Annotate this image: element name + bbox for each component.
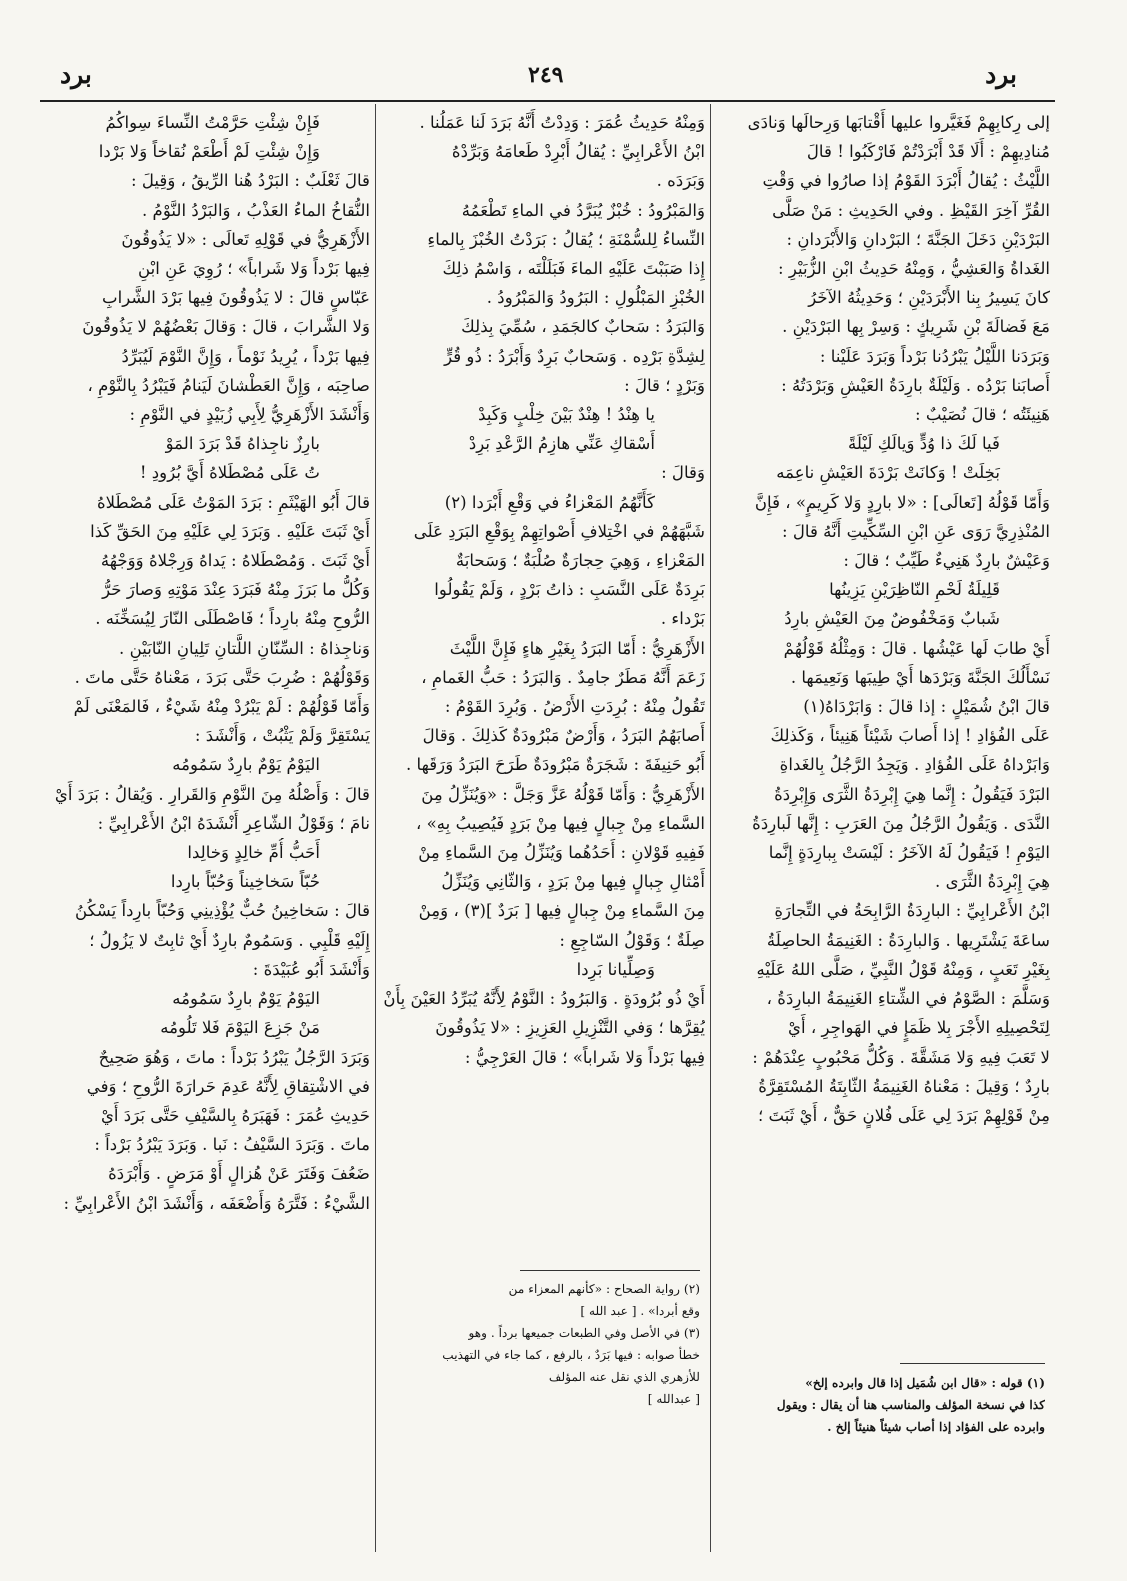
text-line: لا تَعَبَ فِيهِ وَلا مَشَقَّةَ . وَكُلُّ مَحْبُوبٍ عِنْدَهُمْ : — [752, 1047, 1050, 1067]
text-line: وَبَرْدٍ ؛ قالَ : — [624, 375, 705, 395]
text-line: عَبّاسٍ قالَ : لا يَذُوقُونَ فِيها بَرْدَ الشَّرابِ — [102, 288, 370, 308]
text-line: ابْنُ الأَعْرابِيِّ : البارِدَةُ الرَّابِحَةُ في التِّجارَةِ — [774, 901, 1050, 921]
text-line: أَيْ طابَ لَها عَيْشُها . قالَ : وَمِثْلُهُ قَوْلُهُمْ — [783, 638, 1050, 658]
text-line: وَأَنْشَدَ أَبُو عُبَيْدَةَ : — [252, 959, 370, 979]
text-line: ماتَ . وَبَرَدَ السَّيْفُ : نَبا . وَبَرَدَ يَبْرُدُ بَرْداً : — [94, 1135, 370, 1155]
text-line: كانَ يَسِيرُ بِنا الأَبْرَدَيْنِ ؛ وَحَدِيثُهُ الآخَرُ — [808, 288, 1050, 308]
text-line: الخُبْزِ المَبْلُولِ : البَرُودُ وَالمَبْرُودُ . — [486, 288, 705, 308]
text-column-middle — [380, 108, 705, 1188]
text-line: حُبّاً سَخاخِيناً وَحُبّاً بارِدا — [170, 872, 320, 892]
text-line: كَأَنَّهُمُ المَعْزاءُ في وَقْعِ أَبْرَدا (٢) — [444, 492, 655, 512]
text-line: خطأ صوابه : فيها بَرَدٌ ، بالرفع ، كما جاء في التهذيب — [442, 1348, 700, 1362]
page-number: ٢٤٩ — [528, 62, 564, 88]
text-line: بارِدٌ ؛ وَقِيلَ : مَعْناهُ الغَنِيمَةُ الثّابِتَةُ المُسْتَقِرَّةُ — [758, 1076, 1050, 1096]
footnote-rule-middle — [520, 1270, 700, 1271]
text-line: مَنْ جَزِعَ اليَوْمَ فَلا تَلُومُه — [160, 1018, 320, 1038]
text-line: قالَ : سَخاخِينُ حُبٌّ يُؤْذِينِي وَحُبّاً بارِداً يَسْكُنُ — [75, 901, 370, 921]
text-line: قالَ : وَأَصْلُهُ مِنَ النَّوْمِ وَالقَرارِ . وَيُقالُ : بَرَدَ أَيْ — [54, 784, 370, 804]
column-divider-right — [710, 104, 711, 1552]
text-line: وَبَرَدَ الرَّجُلُ يَبْرُدُ بَرْداً : ماتَ ، وَهُوَ صَحِيحٌ — [98, 1047, 370, 1067]
text-line: وَأَمّا قَوْلُهُ [تَعالَى] : «لا بارِدٍ وَلا كَرِيمٍ» ، فَإِنَّ — [754, 492, 1050, 512]
text-line: الأَزْهَرِيُّ : وَأَمّا قَوْلُهُ عَزَّ وَجَلَّ : «وَيُنَزِّلُ مِنَ — [421, 784, 705, 804]
text-line: الأَزْهَرِيُّ في قَوْلِهِ تَعالَى : «لا يَذُوقُونَ — [121, 229, 370, 249]
text-line: أَسْقاكِ عَنِّي هازِمُ الرَّعْدِ بَرِدْ — [468, 434, 655, 454]
footnotes-middle — [380, 1278, 700, 1410]
text-line: وَأَمّا قَوْلُهُمْ : لَمْ يَبْرُدْ مِنْهُ شَيْءٌ ، فَالمَعْنَى لَمْ — [73, 697, 370, 717]
text-line: قَلِيلَةُ لَحْمِ النّاظِرَيْنِ يَزِينُها — [829, 580, 1000, 600]
text-line: قالَ أَبُو الهَيْثَمِ : بَرَدَ المَوْتُ عَلَى مُصْطَلاهُ — [96, 492, 370, 512]
text-line: النِّساءُ لِلسُّمْنَةِ ؛ يُقالُ : بَرَدْتُ الخُبْزَ بِالماءِ — [427, 229, 705, 249]
text-line: للأزهري الذي نقل عنه المؤلف — [548, 1370, 700, 1384]
text-line: بَخِلَتْ ! وَكانَتْ بَرْدَةَ العَيْشِ ناعِمَه — [776, 463, 1000, 483]
text-line: [ عبدالله ] — [647, 1392, 700, 1406]
text-line: حَدِيثِ عُمَرَ : فَهَبَرَهُ بِالسَّيْفِ حَتَّى بَرَدَ أَيْ — [100, 1105, 370, 1125]
text-line: ابْنُ الأَعْرابِيِّ : يُقالُ أَبْرِدْ طَعامَهُ وَبَرِّدْهُ — [451, 142, 705, 162]
text-line: وَقالَ : — [661, 463, 705, 483]
text-line: زَعَمَ أَنَّهُ مَطَرٌ جامِدٌ . وَالبَرَدُ : حَبُّ الغَمامِ ، — [421, 667, 705, 687]
text-line: أَحَبُّ أُمِّ خالِدٍ وَخالِدا — [187, 843, 320, 863]
text-line: أَيْ ثَبَتَ عَلَيْهِ . وَبَرَدَ لِي عَلَيْهِ مِنَ الحَقِّ كَذا — [90, 521, 370, 541]
text-line: كذا في نسخة المؤلف والمناسب هنا أن يقال : ويقول — [776, 1398, 1045, 1412]
text-line: وَصِلِّيانا بَرِدا — [576, 959, 655, 979]
text-line: لِتَحْصِيلِهِ الأَجْرَ بِلا ظَمَإٍ في الهَواجِرِ ، أَيْ — [788, 1018, 1050, 1038]
text-line: وَالمَبْرُودُ : خُبْزٌ يُبَرَّدُ في الماءِ تَطْعَمُهُ — [461, 200, 705, 220]
text-line: إِذا صَبَبْتَ عَلَيْهِ الماءَ فَبَلَلْتَه ، وَاسْمُ ذلِكَ — [442, 259, 705, 279]
text-line: يا هِنْدُ ! هِنْدٌ بَيْنَ خِلْبٍ وَكَبِدْ — [478, 405, 655, 425]
text-line: (١) قوله : «قال ابن شُمَيل إذا قال وابرده إلخ» — [805, 1376, 1045, 1390]
text-line: فَيا لَكَ ذا وُدٍّ وَيالَكِ لَيْلَةً — [848, 434, 1000, 454]
text-line: وقع أبردا» . [ عبد الله ] — [580, 1304, 700, 1318]
text-line: أَبُو حَنِيفَةَ : شَجَرَةٌ مَبْرُودَةٌ طَرَحَ البَرَدُ وَرَقَها . — [406, 755, 705, 775]
text-line: اللَّيْثُ : يُقالُ أَبْرَدَ القَوْمُ إذا صارُوا في وَقْتِ — [762, 171, 1050, 191]
text-line: إِلَيْهِ قَلْبِي . وَسَمُومٌ بارِدٌ أَيْ ثابِتٌ لا يَزُولُ ؛ — [89, 930, 370, 950]
text-line: فَفِيهِ قَوْلانِ : أَحَدُهُما وَيُنَزِّلُ مِنَ السَّماءِ مِنْ — [418, 843, 705, 863]
header-entry-word-right: برد — [985, 60, 1017, 89]
text-line: هَنِيئَتُه ؛ قالَ نُصَيْبٌ : — [915, 405, 1050, 425]
text-line: وَابَرْداهُ عَلَى الفُؤادِ . وَيَجِدُ الرَّجُلُ بِالغَداةِ — [779, 755, 1050, 775]
text-line: هِيَ إِبْرِدَةُ الثَّرَى . — [935, 872, 1050, 892]
text-line: فِيها بَرْداً ، يُرِيدُ نَوْماً ، وَإِنَّ النَّوْمَ لَيُبَرِّدُ — [121, 346, 370, 366]
text-line: يَسْتَقِرَّ وَلَمْ يَثْبُتْ ، وَأَنْشَدَ : — [194, 726, 370, 746]
text-line: بِغَيْرِ تَعَبٍ ، وَمِنْهُ قَوْلُ النَّبِيِّ ، صَلَّى اللهُ عَلَيْهِ — [756, 959, 1050, 979]
text-line: نَسْأَلُكَ الجَنَّةَ وَبَرْدَها أَيْ طِيبَها وَنَعِيمَها . — [790, 667, 1050, 687]
text-column-right — [715, 108, 1050, 1373]
text-line: إلى رِكابِهِمْ فَغَيَّروا عليها أَقْتابَها وَرِحالَها وَنادَى — [747, 113, 1050, 132]
text-line: القُرِّ آخِرَ القَيْظِ . وفي الحَدِيثِ : مَنْ صَلَّى — [772, 200, 1050, 220]
text-line: تَقُولُ مِنْهُ : بُرِدَتِ الأَرْضُ . وَبُرِدَ القَوْمُ : — [444, 697, 705, 717]
column-divider-left — [375, 104, 376, 1552]
text-line: اليَوْمِ ! فَيَقُولُ لَهُ الآخَرُ : لَيْسَتْ بِبارِدَةٍ إِنَّما — [768, 843, 1050, 863]
text-column-left — [48, 108, 370, 1553]
text-line: نامَ ؛ وَقَوْلُ الشّاعِرِ أَنْشَدَهُ ابْنُ الأَعْرابِيِّ : — [97, 813, 370, 833]
text-line: ضَعُفَ وَفَتَرَ عَنْ هُزالٍ أَوْ مَرَضٍ . وَأَبْرَدَهُ — [108, 1164, 370, 1184]
text-line: صاحِبَه ، وَإِنَّ العَطْشانَ لَيَنامُ فَيَبْرُدُ بِالنَّوْمِ ، — [87, 375, 370, 395]
text-line: مِنَ السَّماءِ مِنْ جِبالٍ فِيها [ بَرَدٌ ](٣) ، وَمِنْ — [418, 901, 705, 921]
text-line: المَعْزاءِ ، وَهِيَ حِجارَةٌ صُلْبَةٌ ؛ وَسَحابَةٌ — [455, 551, 705, 571]
text-line: قالَ ثَعْلَبٌ : البَرْدُ هُنا الرِّيقُ ، وَقِيلَ : — [130, 171, 370, 191]
text-line: في الاشْتِقاقِ لِأَنَّهُ عَدِمَ حَرارَةَ الرُّوحِ ؛ وَفي — [86, 1076, 370, 1096]
text-line: لِشِدَّةِ بَرْدِه . وَسَحابٌ بَرِدٌ وَأَبْرَدُ : ذُو قُرٍّ — [444, 346, 705, 366]
text-line: السَّماءِ مِنْ جِبالٍ فِيها مِنْ بَرَدٍ فَيُصِيبُ بِهِ» ، — [416, 813, 705, 833]
text-line: مَعَ فَضالَةَ بْنِ شَرِيكٍ : وَسِرْ بِها البَرْدَيْنِ . — [782, 317, 1050, 337]
text-line: وَأَنْشَدَ الأَزْهَرِيُّ لِأَبِي زُبَيْدٍ في النَّوْمِ : — [129, 405, 370, 425]
text-line: النَّدَى . وَيَقُولُ الرَّجُلُ مِنَ العَرَبِ : إِنَّها لَبارِدَةُ — [752, 813, 1050, 833]
text-line: وَبَرَدَه . — [656, 171, 705, 191]
text-line: فِيها بَرْداً وَلا شَراباً» ؛ رُوِيَ عَنِ ابْنِ — [138, 259, 370, 279]
text-line: فَإِنْ شِئْتِ حَرَّمْتُ النِّساءَ سِواكُمُ — [105, 113, 320, 132]
text-line: أَمْثالِ جِبالٍ فِيها مِنْ بَرَدٍ ، وَالثّانِي وَيُنَزِّلُ — [441, 872, 705, 892]
text-line: وَناجِذاهُ : السِّنّانِ اللَّتانِ تَلِيانِ النّابَيْنِ . — [119, 638, 370, 658]
text-line: اليَوْمُ يَوْمٌ بارِدٌ سَمُومُه — [172, 755, 320, 775]
text-line: وَكُلُّ ما بَرَزَ مِنْهُ فَبَرَدَ عِنْدَ مَوْتِهِ وَصارَ حَرُّ — [102, 580, 370, 600]
footnote-rule-right — [900, 1363, 1045, 1364]
text-line: (٣) في الأصل وفي الطبعات جميعها برداً . وهو — [468, 1326, 700, 1340]
text-line: اليَوْمُ يَوْمٌ بارِدٌ سَمُومُه — [172, 989, 320, 1009]
text-line: الأَزْهَرِيُّ : أَمّا البَرَدُ بِغَيْرِ هاءٍ فَإِنَّ اللَّيْثَ — [449, 638, 705, 658]
text-line: البَرْدَيْنِ دَخَلَ الجَنَّةَ ؛ البَرْدانِ وَالأَبْرَدانِ : — [786, 229, 1050, 249]
header-rule — [40, 100, 1055, 102]
text-line: الشَّيْءُ : فَتَّرَهُ وَأَضْعَفَه ، وَأَنْشَدَ ابْنُ الأَعْرابِيِّ : — [63, 1193, 370, 1213]
text-line: يُقِرَّها ؛ وَفي التَّنْزِيلِ العَزِيزِ : «لا يَذُوقُونَ — [435, 1018, 705, 1038]
text-line: وَالبَرَدُ : سَحابٌ كالجَمَدِ ، سُمِّيَ بِذلِكَ — [461, 317, 705, 337]
text-line: قالَ ابْنُ شُمَيْلٍ : إذا قالَ : وَابَرْدَاهُ(١) — [803, 697, 1050, 717]
text-line: بَرْداء . — [660, 609, 705, 629]
text-line: مُنادِيهِمْ : أَلَا قَدْ أَبْرَدْتُمْ فَارْكَبُوا ! قالَ — [806, 142, 1050, 162]
text-line: بارِزٌ ناجِذاهُ قَدْ بَرَدَ المَوْ — [165, 434, 320, 454]
text-line: الغَداةُ وَالعَشِيُّ ، وَمِنْهُ حَدِيثُ ابْنِ الزُّبَيْرِ : — [777, 259, 1050, 279]
text-line: البَرْدَ فَيَقُولُ : إِنَّما هِيَ إِبْرِدَةُ الثَّرَى وَإِبْرِدَةُ — [774, 784, 1050, 804]
text-line: وَقَوْلُهُمْ : ضُرِبَ حَتَّى بَرَدَ ، مَعْناهُ حَتَّى ماتَ . — [74, 667, 370, 687]
text-line: أَصابَنا بَرْدُه . وَلَيْلَةٌ بارِدَةُ العَيْشِ وَبَرْدَتُهُ : — [781, 375, 1050, 395]
footnotes-right — [715, 1372, 1045, 1438]
text-line: صِلَةٌ ؛ وَقَوْلُ السّاجِعِ : — [559, 930, 705, 950]
text-line: وَمِنْهُ حَدِيثُ عُمَرَ : وَدِدْتُ أَنَّهُ بَرَدَ لَنا عَمَلُنا . — [419, 113, 705, 132]
text-line: شَبابٌ وَمَخْفُوضٌ مِنَ العَيْشِ بارِدُ — [784, 609, 1000, 629]
text-line: وَلا الشَّرابَ ، قالَ : وَقالَ بَعْضُهُمْ لا يَذُوقُونَ — [82, 317, 370, 337]
text-line: وَإِنْ شِئْتِ لَمْ أَطْعَمْ نُقاخاً وَلا بَرْدا — [98, 142, 320, 162]
header-entry-word-left: برد — [60, 60, 92, 89]
text-line: المُنْذِرِيَّ رَوَى عَنِ ابْنِ السِّكِّيتِ أَنَّهُ قالَ : — [781, 521, 1050, 541]
text-line: عَلَى الفُؤادِ ! إذا أَصابَ شَيْئاً هَنِيئاً ، وَكَذلِكَ — [770, 726, 1050, 746]
text-line: وابرده على الفؤاد إذا أصاب شيئاً هنيئاً إلخ . — [827, 1420, 1045, 1434]
text-line: أَيْ ذُو بُرُودَةٍ . وَالبَرُودُ : النَّوْمُ لِأَنَّهُ يُبَرِّدُ العَيْنَ بِأَنْ — [383, 989, 705, 1009]
text-line: الرُّوحِ مِنْهُ بارِداً ؛ فَاصْطَلَى النّارَ لِيُسَخِّنَه . — [95, 609, 370, 629]
text-line: النُّقاخُ الماءُ العَذْبُ ، وَالبَرْدُ النَّوْمُ . — [142, 200, 370, 220]
text-line: بَرِدَةٌ عَلَى النَّسَبِ : ذاتُ بَرْدٍ ، وَلَمْ يَقُولُوا — [434, 580, 705, 600]
text-line: شَبَّهَهُمْ في اخْتِلافِ أَصْواتِهِمْ بِوَقْعِ البَرَدِ عَلَى — [413, 521, 705, 541]
text-line: تُ عَلَى مُصْطَلاهُ أَيَّ بُرُودِ ! — [139, 463, 320, 483]
text-line: أَصابَهُمُ البَرَدُ ، وَأَرْضٌ مَبْرُودَةٌ كَذلِكَ . وَقالَ — [422, 726, 705, 746]
text-line: فِيها بَرْداً وَلا شَراباً» ؛ قالَ العَرْجِيُّ : — [464, 1047, 705, 1067]
text-line: أَيْ ثَبَتَ . وَمُصْطَلاهُ : يَداهُ وَرِجْلاهُ وَوَجْهُهُ — [100, 551, 370, 571]
text-line: (٢) رواية الصحاح : «كأنهم المعزاء من — [508, 1282, 700, 1296]
text-line: مِنْ قَوْلِهِمْ بَرَدَ لِي عَلَى فُلانٍ حَقٌّ ، أَيْ ثَبَتَ ؛ — [757, 1105, 1050, 1125]
text-line: وَبَرَدَنا اللَّيْلُ يَبْرُدُنا بَرْداً وَبَرَدَ عَلَيْنا : — [819, 346, 1050, 366]
text-line: وَعَيْشٌ بارِدٌ هَنِيءٌ طَيِّبٌ ؛ قالَ : — [843, 551, 1050, 571]
text-line: ساعَةَ يَشْتَرِيها . وَالبارِدَةُ : الغَنِيمَةُ الحاصِلَةُ — [766, 930, 1050, 950]
text-line: وَسَلَّمَ : الصَّوْمُ في الشِّتاءِ الغَنِيمَةُ البارِدَةُ ، — [766, 989, 1050, 1009]
